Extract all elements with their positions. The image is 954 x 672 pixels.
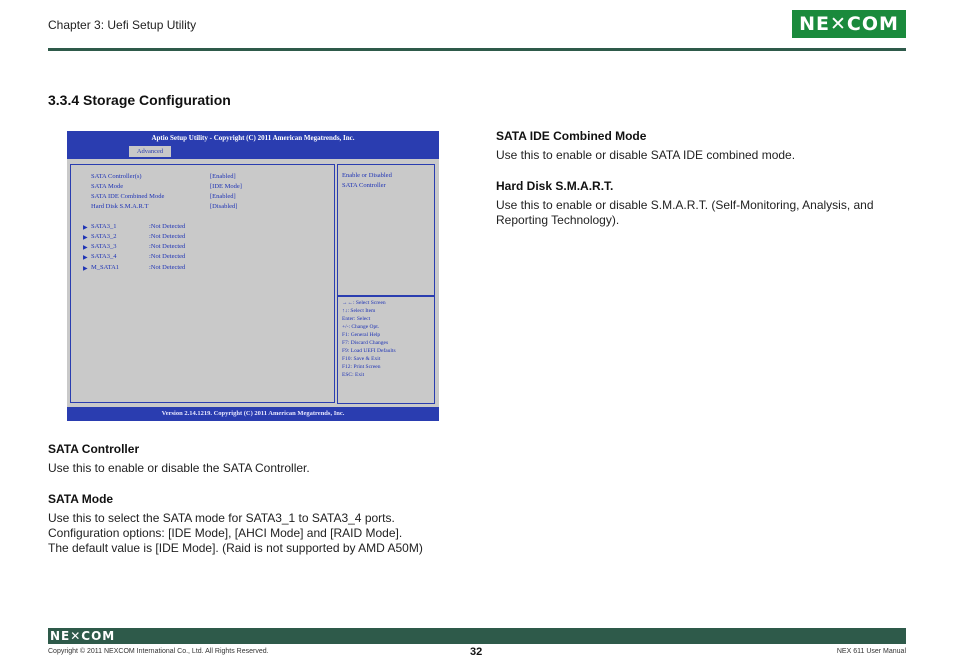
port-value: :Not Detected — [149, 243, 186, 250]
bios-footer: Version 2.14.1219. Copyright (C) 2011 American Megatrends, Inc. — [161, 410, 345, 417]
section-title: 3.3.4 Storage Configuration — [48, 92, 231, 108]
port-value: :Not Detected — [149, 253, 186, 260]
key-hint: F7: Discard Changes — [342, 340, 389, 346]
setting-value[interactable]: [Enabled] — [210, 193, 236, 200]
bios-settings-panel — [70, 164, 335, 403]
paragraph: Use this to enable or disable S.M.A.R.T. (Self-Monitoring, Analysis, and — [496, 198, 874, 212]
submenu-arrow-icon: ▶ — [83, 266, 88, 272]
key-hint: +/-: Change Opt. — [342, 324, 380, 330]
page-number: 32 — [470, 646, 483, 658]
submenu-arrow-icon: ▶ — [83, 235, 88, 241]
key-hint: F12: Print Screen — [342, 364, 381, 370]
submenu-arrow-icon: ▶ — [83, 245, 88, 251]
bios-keys-panel — [337, 296, 435, 404]
paragraph: Use this to enable or disable the SATA Controller. — [48, 461, 310, 475]
key-hint: Enter: Select — [342, 316, 371, 322]
setting-label[interactable]: SATA Mode — [91, 183, 124, 190]
help-text: Enable or Disabled — [342, 172, 392, 179]
key-hint: F1: General Help — [342, 332, 381, 338]
decor-square — [899, 637, 906, 644]
footer-bar — [48, 628, 906, 644]
paragraph: Configuration options: [IDE Mode], [AHCI Mode] and [RAID Mode]. — [48, 526, 403, 540]
bios-body — [67, 159, 439, 407]
key-hint: F10: Save & Exit — [342, 356, 381, 362]
manual-name: NEX 611 User Manual — [836, 648, 906, 655]
bios-screenshot — [67, 131, 439, 421]
decor-square — [890, 628, 897, 635]
setting-label[interactable]: Hard Disk S.M.A.R.T — [91, 203, 149, 210]
bios-header: Aptio Setup Utility - Copyright (C) 2011 American Megatrends, Inc. — [67, 131, 439, 145]
port-label[interactable]: SATA3_1 — [91, 223, 117, 230]
header-divider — [48, 48, 906, 51]
chapter-title: Chapter 3: Uefi Setup Utility — [48, 18, 197, 32]
key-hint: F9: Load UEFI Defaults — [342, 348, 396, 354]
submenu-arrow-icon: ▶ — [83, 225, 88, 231]
heading-sata-controller: SATA Controller — [48, 442, 140, 456]
key-hint: ↑↓: Select Item — [342, 308, 376, 314]
bios-tabbar — [67, 145, 439, 159]
footer-logo: NE✕COM — [50, 629, 116, 643]
port-label[interactable]: SATA3_4 — [91, 253, 117, 260]
paragraph: Use this to select the SATA mode for SATA3_1 to SATA3_4 ports. — [48, 511, 395, 525]
copyright: Copyright © 2011 NEXCOM International Co., Ltd. All Rights Reserved. — [48, 648, 269, 655]
setting-label[interactable]: SATA IDE Combined Mode — [91, 193, 165, 200]
port-label[interactable]: SATA3_2 — [91, 233, 117, 240]
setting-label[interactable]: SATA Controller(s) — [91, 173, 142, 180]
port-label[interactable]: SATA3_3 — [91, 243, 117, 250]
setting-value[interactable]: [IDE Mode] — [210, 183, 242, 190]
heading-sata-mode: SATA Mode — [48, 492, 114, 506]
key-hint: ESC: Exit — [342, 372, 365, 378]
port-label[interactable]: M_SATA1 — [91, 264, 120, 271]
paragraph: Reporting Technology). — [496, 213, 620, 227]
paragraph: The default value is [IDE Mode]. (Raid is not supported by AMD A50M) — [48, 541, 423, 555]
submenu-arrow-icon: ▶ — [83, 255, 88, 261]
port-value: :Not Detected — [149, 233, 186, 240]
paragraph: Use this to enable or disable SATA IDE combined mode. — [496, 148, 796, 162]
port-value: :Not Detected — [149, 223, 186, 230]
port-value: :Not Detected — [149, 264, 186, 271]
setting-value[interactable]: [Disabled] — [210, 203, 238, 210]
help-text: SATA Controller — [342, 182, 386, 189]
heading-hard-disk-smart: Hard Disk S.M.A.R.T. — [496, 179, 614, 193]
bios-tab-advanced[interactable]: Advanced — [129, 146, 171, 157]
bios-help-panel — [337, 164, 435, 296]
nexcom-logo: NE✕COM — [792, 10, 906, 38]
key-hint: →←: Select Screen — [342, 300, 386, 306]
setting-value[interactable]: [Enabled] — [210, 173, 236, 180]
heading-sata-ide-combined: SATA IDE Combined Mode — [496, 129, 647, 143]
